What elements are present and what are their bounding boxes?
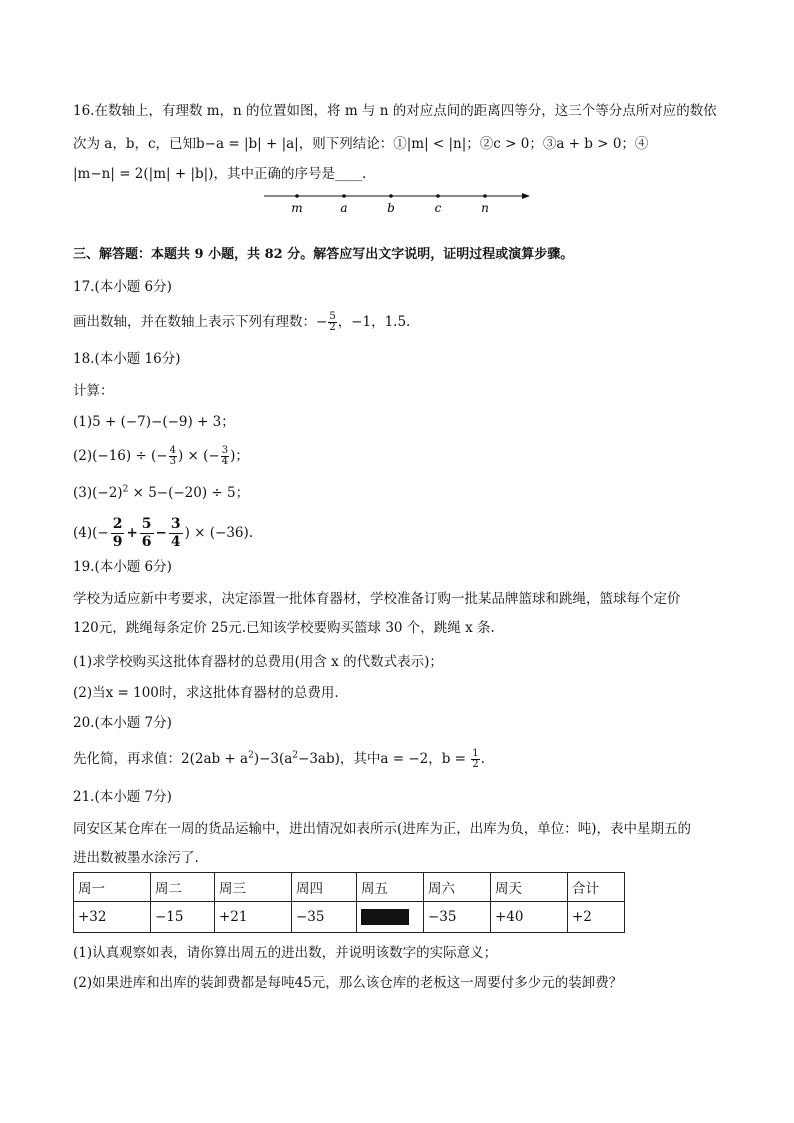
table-value-cell: +2	[568, 902, 625, 933]
point-a-label: a	[340, 201, 348, 215]
q17-frac-num: 5	[329, 311, 336, 322]
q19-title: 19.(本小题 6分)	[73, 559, 172, 575]
q17-text	[73, 312, 410, 333]
point-c-dot	[436, 194, 440, 198]
q19-line-2: 120元，跳绳每条定价 25元.已知该学校要购买篮球 30 个，跳绳 x 条.	[73, 620, 495, 636]
table-value-cell: +21	[215, 902, 292, 933]
table-header-cell: 周一	[74, 873, 151, 902]
point-c-label: c	[434, 201, 442, 215]
table-header-cell: 周二	[151, 873, 215, 902]
point-a-dot	[342, 194, 346, 198]
table-value-cell: −15	[151, 902, 215, 933]
number-line-figure	[262, 185, 532, 215]
q17-text-after: ，−1，1.5.	[337, 314, 411, 330]
q19-part-1: (1)求学校购买这批体育器材的总费用(用含 x 的代数式表示)；	[73, 654, 443, 670]
q20-text: 先化简，再求值：$2(2ab + a^2)-3(a^2-3ab)$，其中a = −2，b = $\frac{1}{2}$ .	[73, 748, 485, 770]
point-n-dot	[483, 194, 487, 198]
q17-text-before: 画出数轴，并在数轴上表示下列有理数：−	[73, 314, 328, 330]
section-3-heading: 三、解答题：本题共 9 小题，共 82 分。解答应写出文字说明，证明过程或演算步骤。	[73, 247, 574, 262]
q17-frac-den: 2	[329, 322, 336, 333]
q21-line-1: 同安区某仓库在一周的货品运输中，进出情况如表所示(进库为正，出库为负，单位：吨)，表中星期五的	[73, 821, 692, 837]
table-header-row	[74, 873, 625, 902]
q16-line-2: 次为 a，b，c，已知b−a = |b| + |a|，则下列结论：①|m| < |n|；②c > 0；③a + b > 0；④	[73, 136, 649, 152]
q18-intro: 计算：	[73, 383, 114, 399]
table-header-cell: 周天	[491, 873, 568, 902]
point-m-label: m	[291, 201, 303, 215]
point-b-dot	[389, 194, 393, 198]
q18-title: 18.(本小题 16分)	[73, 351, 181, 367]
q21-part-2: (2)如果进库和出库的装卸费都是每吨45元，那么该仓库的老板这一周要付多少元的装卸费？	[73, 975, 623, 991]
point-n-label: n	[481, 201, 489, 215]
q19-part-2: (2)当x = 100时，求这批体育器材的总费用.	[73, 685, 339, 701]
table-header-cell: 周六	[424, 873, 491, 902]
q18-p2-frac-2: $\frac{3}{4}$	[221, 445, 229, 467]
q18-p4-frac-3: $\frac{3}{4}$	[170, 516, 181, 550]
q18-p4-frac-1: $\frac{2}{9}$	[112, 516, 123, 550]
table-value-cell: −35	[292, 902, 357, 933]
q21-title: 21.(本小题 7分)	[73, 789, 172, 805]
point-b-label: b	[387, 201, 395, 215]
table-value-cell: +40	[491, 902, 568, 933]
q18-part-2: (2)(−16) ÷ (− $\frac{4}{3}$ ) × (− $\frac{3}{4}$ )；	[73, 445, 249, 467]
table-value-cell: +32	[74, 902, 151, 933]
q16-line-3: |m−n| = 2(|m| + |b|)，其中正确的序号是____.	[73, 166, 367, 182]
q16-line-1: 16.在数轴上，有理数 m，n 的位置如图，将 m 与 n 的对应点间的距离四等分，这三个等分点所对应的数依	[73, 103, 717, 119]
q20-title: 20.(本小题 7分)	[73, 715, 172, 731]
q18-part-1: (1)5 + (−7)−(−9) + 3；	[73, 414, 235, 430]
q21-table	[73, 872, 625, 933]
point-m-dot	[295, 194, 299, 198]
q18-part-4: (4)(− $\frac{2}{9}$ + $\frac{5}{6}$ − $\frac{3}{4}$ ) × (−36).	[73, 516, 254, 550]
q17-title: 17.(本小题 6分)	[73, 279, 172, 295]
q18-p2-frac-1: $\frac{4}{3}$	[169, 445, 176, 467]
table-header-cell: 周三	[215, 873, 292, 902]
table-header-cell: 周五	[357, 873, 424, 902]
q18-p4-frac-2: $\frac{5}{6}$	[141, 516, 152, 550]
q18-part-3: $(3)(-2)^2 \times 5-(-20) \div 5$；	[73, 484, 250, 501]
table-value-cell: −35	[424, 902, 491, 933]
table-header-cell: 周四	[292, 873, 357, 902]
q21-part-1: (1)认真观察如表，请你算出周五的进出数，并说明该数字的实际意义；	[73, 945, 498, 961]
q19-line-1: 学校为适应新中考要求，决定添置一批体育器材，学校准备订购一批某品牌篮球和跳绳，篮球每个定价	[73, 591, 681, 607]
q17-fraction	[328, 312, 336, 333]
q21-line-2: 进出数被墨水涂污了.	[73, 850, 199, 866]
table-value-row	[74, 902, 625, 933]
q20-fraction: $\frac{1}{2}$	[472, 748, 479, 770]
number-line-arrow	[522, 193, 530, 199]
table-value-cell-smudged	[357, 902, 424, 933]
ink-smudge	[361, 909, 409, 925]
table-header-cell: 合计	[568, 873, 625, 902]
